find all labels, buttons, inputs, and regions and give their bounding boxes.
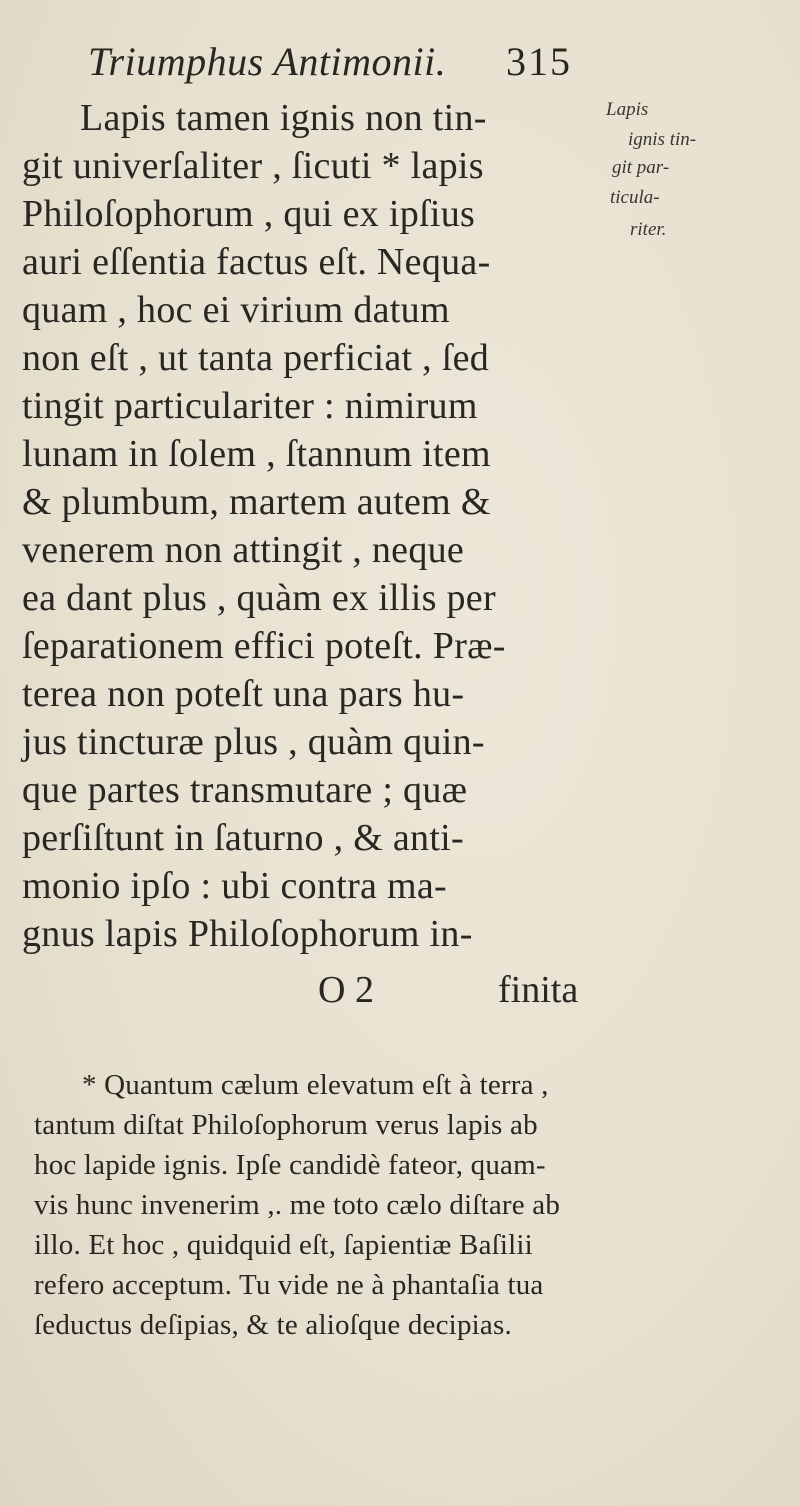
text-line: que partes transmutare ; quæ — [22, 769, 468, 811]
text-line: auri eſſentia factus eſt. Nequa- — [22, 241, 491, 283]
text-line: lunam in ſolem , ſtannum item — [22, 433, 491, 475]
text-line: non eſt , ut tanta perficiat , ſed — [22, 337, 490, 379]
running-title: Triumphus Antimonii. — [88, 39, 447, 84]
text-line: monio ipſo : ubi contra ma- — [22, 865, 447, 907]
page-number: 315 — [506, 39, 572, 84]
text-line: git univerſaliter , ſicuti * lapis — [22, 145, 484, 187]
text-line: quam , hoc ei virium datum — [22, 289, 450, 331]
footnote-line: vis hunc invenerim ,. me toto cælo diſtare ab — [34, 1189, 561, 1221]
page-header — [88, 30, 628, 90]
text-line: gnus lapis Philoſophorum in- — [22, 913, 473, 955]
text-line: ea dant plus , quàm ex illis per — [22, 577, 496, 619]
text-line: ſeparationem effici poteſt. Præ- — [22, 625, 506, 667]
text-line: jus tincturæ plus , quàm quin- — [22, 721, 485, 763]
footnote-line: * Quantum cælum elevatum eſt à terra , — [82, 1069, 549, 1101]
text-line: terea non poteſt una pars hu- — [22, 673, 465, 715]
footnote-line: ſeductus deſipias, & te alioſque decipias. — [34, 1309, 512, 1341]
signature-mark: O 2 — [318, 969, 374, 1011]
text-line: & plumbum, martem autem & — [22, 481, 491, 523]
footnote-line: illo. Et hoc , quidquid eſt, ſapientiæ Baſilii — [34, 1229, 533, 1261]
footnote-line: refero acceptum. Tu vide ne à phantaſia tua — [34, 1269, 544, 1301]
text-line: Lapis tamen ignis non tin- — [80, 97, 487, 139]
text-line: perſiſtunt in ſaturno , & anti- — [22, 817, 464, 859]
marginal-note-line: Lapis — [606, 99, 649, 120]
catchword: finita — [498, 969, 579, 1011]
text-line: venerem non attingit , neque — [22, 529, 465, 571]
text-line: Philoſophorum , qui ex ipſius — [22, 193, 476, 235]
footnote-line: hoc lapide ignis. Ipſe candidè fateor, quam- — [34, 1149, 546, 1181]
footnote-line: tantum diſtat Philoſophorum verus lapis ab — [34, 1109, 538, 1141]
marginal-note-line: ignis tin- — [628, 129, 697, 150]
marginal-note-line: riter. — [630, 219, 667, 240]
marginal-note-line: git par- — [612, 157, 670, 178]
marginal-note-line: ticula- — [610, 187, 660, 208]
text-line: tingit particulariter : nimirum — [22, 385, 478, 427]
